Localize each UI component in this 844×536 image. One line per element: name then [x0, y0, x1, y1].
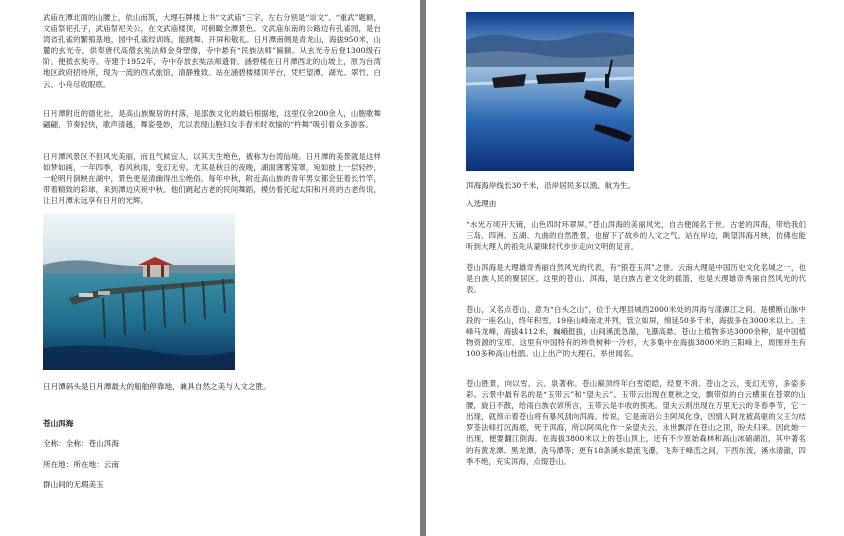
section-title: 苍山洱海 — [43, 419, 74, 428]
right-page — [426, 0, 844, 536]
body-paragraph: “水光万顷开天镜，山色四时环翠屏。”苍山洱海的美丽风光，自古便闻名于世。古老的洱海，带给我们三岛、四洲、五湖、九曲的自然胜景，也留下了故乡的人文之气。站在岸边，眺望洱海月映，仿佛也能听到大理人的祖先从蒙昧时代步步走向文明的足音。 — [466, 220, 806, 252]
body-paragraph: 武庙在潭北面的山腰上，依山而筑，大理石牌楼上书“文武庙”三字，左右分别是“崇文”、“重武”题额，文庙祭祀孔子，武庙祭祀关公，在文武庙楼顶，可俯瞰全潭景色。文武庙东南的公路边有孔雀园，是台湾省孔雀的繁殖基地，园中孔雀经训练，能跳舞、开屏和敬礼。日月潭南侧是青龙山，海拔950米，山麓的玄光寺，供奉唐代高僧玄奘法师金身塑像，寺中悬有“民族法师”匾额。从玄光寺后登1300级石阶，便抵玄奘寺。寺建于1952年，寺中存放玄奘法师遗骨。涵碧楼在日月潭西北的山坡上，原为台湾地区政府招待所，现为一流的西式旅馆，清静雅致。站在涵碧楼楼顶平台，凭栏望潭，湖光、翠竹、白云、小舟尽收眼底。 — [43, 13, 381, 89]
pier-photo — [43, 213, 235, 370]
body-paragraph: 苍山，又名点苍山，意为“白头之山”，位于大理县城西2000米处的洱海与漾濞江之间，是横断山脉中段的一座名山，终年积雪，19座山峰南北并列，管立如屏，绵延50多千米，海拔多在3000米以上。主峰马龙峰，海拔4112米，巍峨挺拔，山间溪流急湍，飞瀑高悬。苍山上植物多达3000余种，是中国植物资源的宝库。这里有中国特有的珍贵树种一冷杉，大多集中在海拔3800米的三阳峰上，周围并生有100多种高山杜鹃。山上出产的大理石，举世闻名。 — [466, 305, 806, 359]
body-paragraph: 日月潭附近的德化社，是高山族聚居的村落，是邵族文化的最后根据地，这里仅余200余人，山胞歌舞翩翩，节奏轻快，歌声清越，舞姿曼妙，尤以表现山胞妇女手舂米时欢愉的“杵舞”吸引着众多游客。 — [43, 109, 381, 130]
body-paragraph: 苍山洱海是大理雄奇秀丽自然风光的代表，有“银苍玉洱”之誉。云南大理是中国历史文化名城之一，也是白族人民的聚居区。这里的苍山、洱海，是白族古老文化的摇篮，也是大理雄奇秀丽自然风光的代表。 — [466, 263, 806, 295]
info-line: 群山间的无瑕美玉 — [43, 480, 104, 489]
photo-caption: 洱海海岸线长30千米，沿岸居民多以渔、航为生。 — [466, 181, 636, 190]
left-page — [0, 0, 420, 536]
section-label: 入选理由 — [466, 199, 497, 208]
body-paragraph: 苍山胜景，向以雪、云、泉著称。苍山巅顶终年白雪皑皑，经夏不消。苍山之云，变幻无穷，多姿多彩。云景中最有名的是“玉带云”和“望夫云”。玉带云出现在夏秋之交，飘带似的白云横束在苍翠的山腰，旋日不散，给雨白族农谚所言，玉带云是丰收的预兆。望夫云则出现在万里无云的冬春季节，它一出现，就预示着苍山将有暴风刮向洱海。传说，它是南诏公主阿凤化身，因情人阿龙被高驱的父王匀结罗荃法师打沉海底，死于洱海，所以阿凤化作一朵望夫云，永世飘浮在苍山之顶，盼夫归来。因此她一出现，便要翻江倒海。在海拔3800米以上的苍山顶上，还有不少原始森林和高山冰碛湖泊，其中著名的有黄龙潭、黑龙潭、洗马潭等；更有18条溪水悬流飞瀑，飞奔于峰峦之间，下西东流，溪水清澈，四季不绝，充实洱海，点缀苍山。 — [466, 379, 806, 466]
lake-boat-photo — [466, 12, 634, 171]
body-paragraph: 日月潭风景区不但风光美丽，而且气候宜人，以其天生绝色，被称为台湾仙境。日月潭的美景就是这样如梦如画，一年四季，春风秋雨，变幻无穷。尤其是秋日的夜晚，湖面薄雾笼罩，宛如披上一层轻纱，一轮明月倒映在湖中，景色更是清幽得出尘绝俗。每年中秋，附近高山族的青年男女都会狂着长竹竿，带着精致的彩球，来到潭边庆祝中秋。他们跳起古老的民间舞蹈，模仿着托起太阳和月亮的古老传说，让日月潭永远享有日月的光辉。 — [43, 152, 381, 206]
info-line: 全称：全称：苍山洱海 — [43, 439, 119, 448]
photo-caption: 日月潭码头是日月潭最大的船舶停靠地，兼具自然之美与人文之胜。 — [43, 382, 271, 391]
info-line: 所在地：所在地：云南 — [43, 460, 119, 469]
